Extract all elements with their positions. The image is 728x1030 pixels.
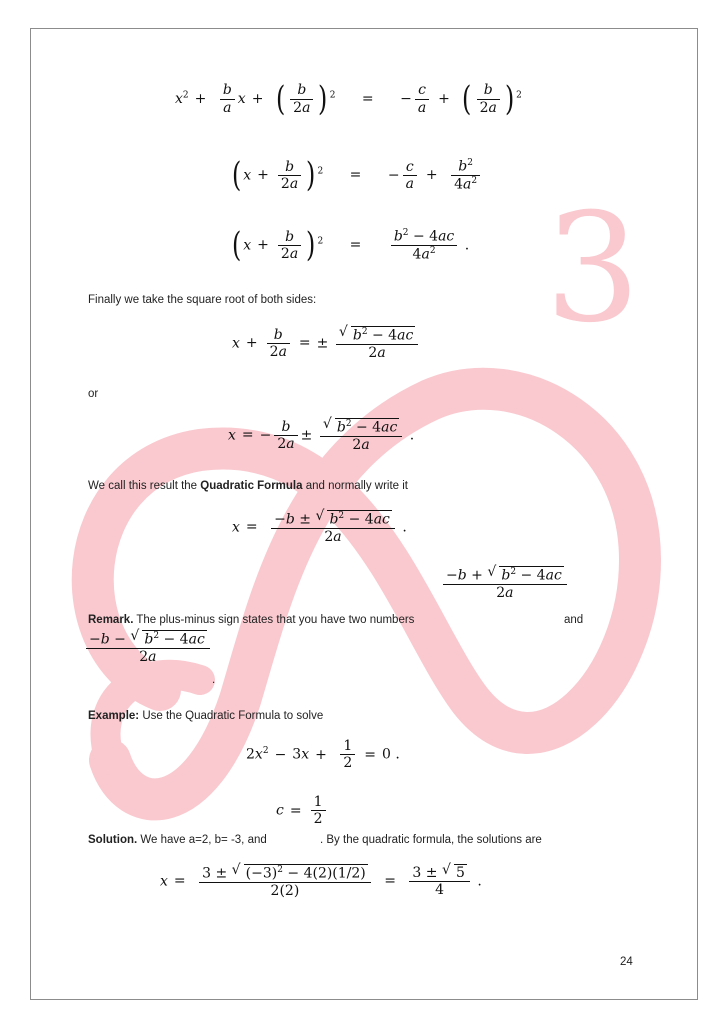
equation-solution-split: x = − $\frac{b}{2a}$ ± √ $\frac{b^2 - 4ac}{2a}$ . [228,418,414,453]
equation-example: $2x^2 - 3x$ + $\frac{1}{2}$ = 0 . [246,738,400,772]
equation-square-root: x + $\frac{b}{2a}$ = ± √ $\frac{b^2 - 4ac}{2a}$ [232,326,421,361]
text-remark-and: and [564,614,584,626]
text-or: or [88,388,99,400]
page-number: 24 [620,956,633,968]
text-remark: Remark. The plus-minus sign states that you have two numbers [88,614,415,626]
equation-c-value: c = $\frac{1}{2}$ [276,794,329,827]
text-example: Example: Use the Quadratic Formula to solve [88,710,324,722]
text-solution-tail: . By the quadratic formula, the solutions are [320,834,542,846]
equation-complete-square-3: ( x + $\frac{b}{2a}$ ) $^2$ = $\frac{b^2 - 4ac}{4a^2}$ . [231,225,470,266]
equation-quadratic-formula: x = $\frac{-b \pm √ b^2 - 4ac}{2a}$ . [232,510,407,545]
text-remark-period: . [212,674,216,686]
text-call-result: We call this result the Quadratic Formula and normally write it [88,480,408,492]
equation-final-solution: x = $\frac{3 \pm √ (-3)^2 - 4(2)(1/2)}{2(2)}$ = $\frac{3 \pm √ 5}{4}$ . [160,864,482,899]
equation-complete-square-1: $x^2$ + $\frac{b}{a}$ x + ( $\frac{b}{2a}$ ) $^2$ = − $\frac{c}{a}$ + ( $\frac{b}{2a}$ ) $^2$ [175,79,522,119]
equation-minus-root: $\frac{-b - √ b^2 - 4ac}{2a}$ [86,630,210,665]
equation-complete-square-2: ( x + $\frac{b}{2a}$ ) $^2$ = − $\frac{c}{a}$ + $\frac{b^2}{4a^2}$ [230,158,483,193]
text-finally: Finally we take the square root of both sides: [88,294,317,306]
equation-plus-root: $\frac{-b + √ b^2 - 4ac}{2a}$ [440,566,570,601]
text-solution: Solution. We have a=2, b= -3, and [88,834,267,846]
watermark-digit: 3 [545,182,641,356]
